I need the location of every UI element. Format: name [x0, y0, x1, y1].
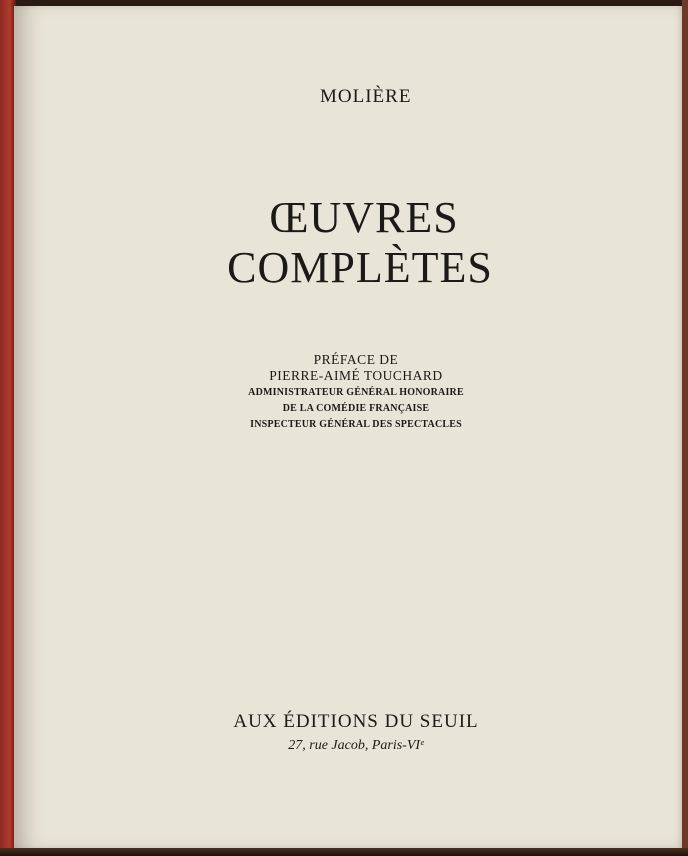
preface-author-role: DE LA COMÉDIE FRANÇAISE — [282, 403, 430, 414]
book-edge-bottom — [0, 848, 688, 856]
preface-author: PIERRE-AIMÉ TOUCHARD — [269, 368, 443, 383]
preface-label: PRÉFACE DE — [313, 352, 399, 367]
book-title-line-1: ŒUVRES — [269, 193, 459, 242]
title-page — [14, 6, 682, 848]
author-name: MOLIÈRE — [320, 86, 412, 107]
book-edge-right — [682, 0, 688, 856]
preface-author-role: INSPECTEUR GÉNÉRAL DES SPECTACLES — [250, 419, 462, 430]
publisher-address: 27, rue Jacob, Paris-VIᵉ — [288, 738, 424, 753]
publisher-name: AUX ÉDITIONS DU SEUIL — [233, 711, 479, 732]
book-title-line-2: COMPLÈTES — [227, 243, 493, 292]
preface-author-role: ADMINISTRATEUR GÉNÉRAL HONORAIRE — [248, 387, 464, 398]
